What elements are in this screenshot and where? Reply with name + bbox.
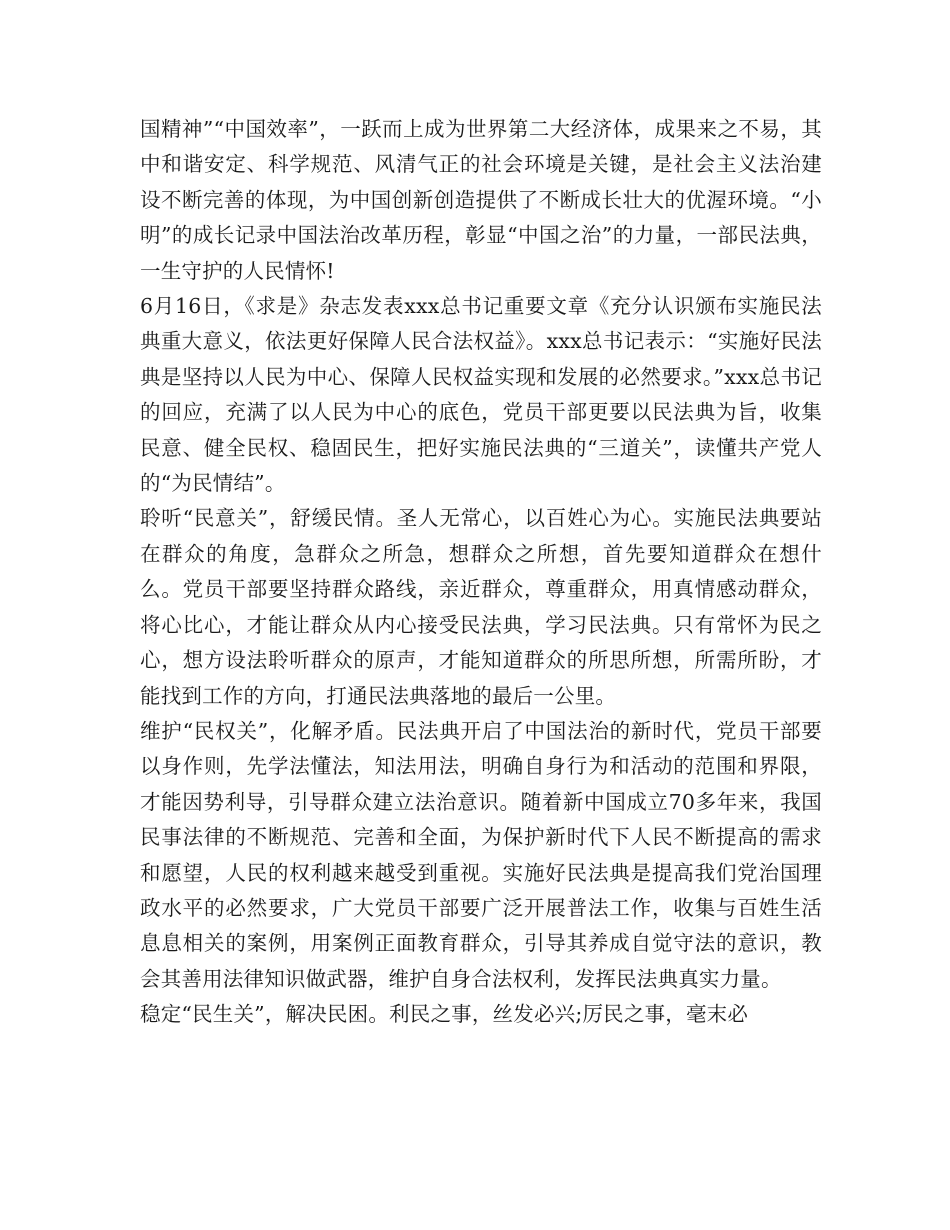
paragraph-intro-continuation: 国精神”“中国效率”，一跃而上成为世界第二大经济体，成果来之不易，其中和谐安定、科学规范、风清气正的社会环境是关键，是社会主义法治建设不断完善的体现，为中国创新创造提供了不断成长壮大的优渥环境。“小明”的成长记录中国法治改革历程，彰显“中国之治”的力量，一部民法典，一生守护的人民情怀! [140, 117, 822, 283]
paragraph-minyi-guan: 聆听“民意关”，舒缓民情。圣人无常心，以百姓心为心。实施民法典要站在群众的角度，急群众之所急，想群众之所想，首先要知道群众在想什么。党员干部要坚持群众路线，亲近群众，尊重群众，用真情感动群众，将心比心，才能让群众从内心接受民法典，学习民法典。只有常怀为民之心，想方设法聆听群众的原声，才能知道群众的所思所想，所需所盼，才能找到工作的方向，打通民法典落地的最后一公里。 [140, 506, 822, 708]
paragraph-minquan-guan: 维护“民权关”，化解矛盾。民法典开启了中国法治的新时代，党员干部要以身作则，先学法懂法，知法用法，明确自身行为和活动的范围和界限，才能因势利导，引导群众建立法治意识。随着新中国成立70多年来，我国民事法律的不断规范、完善和全面，为保护新时代下人民不断提高的需求和愿望，人民的权利越来越受到重视。实施好民法典是提高我们党治国理政水平的必然要求，广大党员干部要广泛开展普法工作，收集与百姓生活息息相关的案例，用案例正面教育群众，引导其养成自觉守法的意识，教会其善用法律知识做武器，维护自身合法权利，发挥民法典真实力量。 [140, 718, 822, 991]
document-body [140, 112, 822, 1033]
paragraph-qiushi-article: 6月16日，《求是》杂志发表xxx总书记重要文章《充分认识颁布实施民法典重大意义，依法更好保障人民合法权益》。xxx总书记表示：“实施好民法典是坚持以人民为中心、保障人民权益实现和发展的必然要求。”xxx总书记的回应，充满了以人民为中心的底色，党员干部更要以民法典为旨，收集民意、健全民权、稳固民生，把好实施民法典的“三道关”，读懂共产党人的“为民情结”。 [140, 294, 822, 496]
paragraph-minsheng-guan: 稳定“民生关”，解决民困。利民之事，丝发必兴;厉民之事，毫末必 [140, 1002, 749, 1027]
